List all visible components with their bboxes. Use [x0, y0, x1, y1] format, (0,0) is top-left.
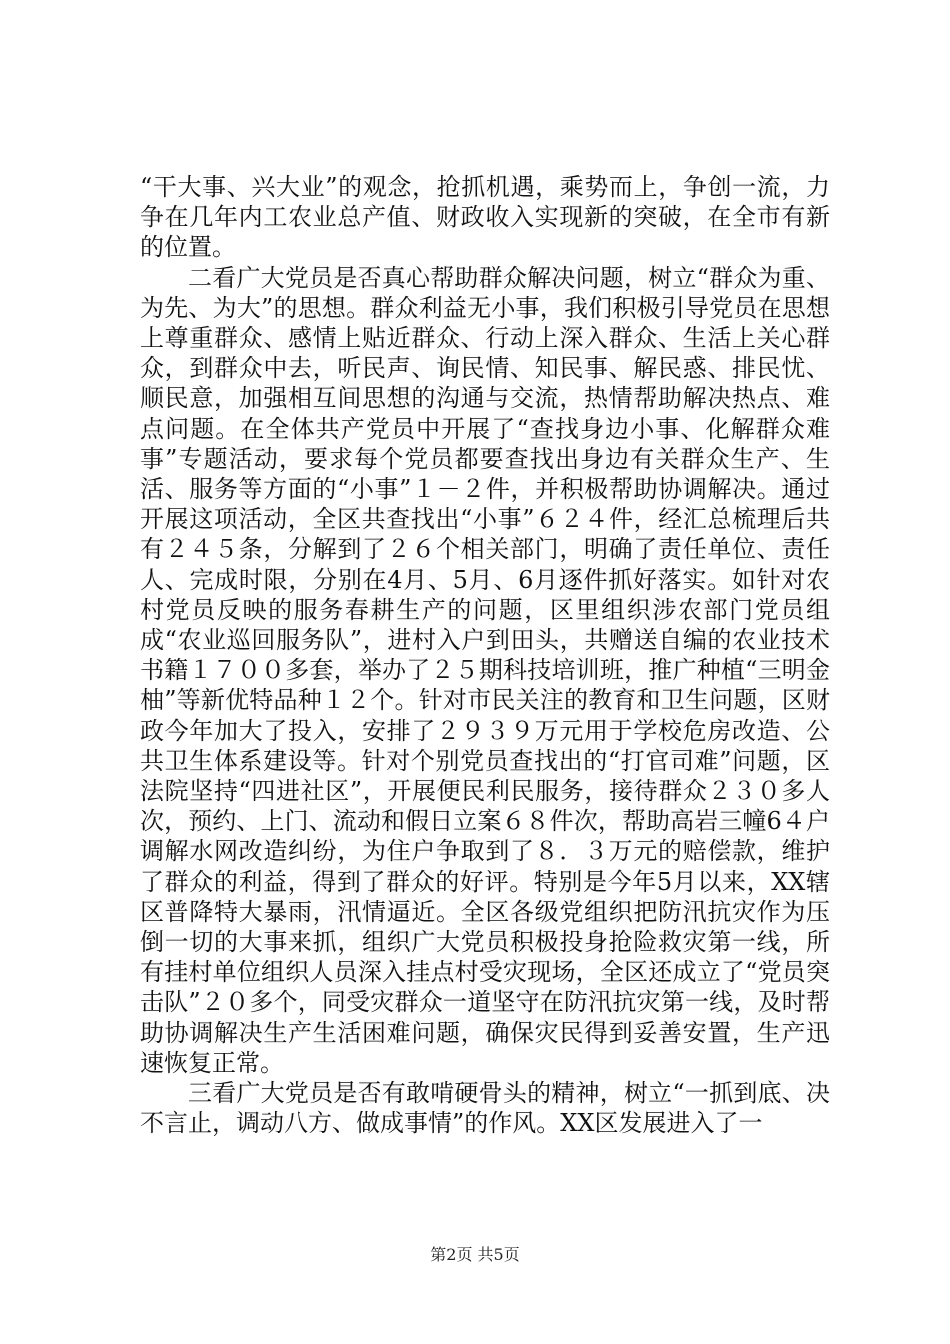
paragraph-3: 三看广大党员是否有敢啃硬骨头的精神，树立“一抓到底、决不言止，调动八方、做成事情”的作风。XX区发展进入了一	[140, 1079, 830, 1138]
document-body	[140, 172, 830, 1139]
page-number-footer: 第2页 共5页	[430, 1245, 520, 1264]
paragraph-1: “干大事、兴大业”的观念，抢抓机遇，乘势而上，争创一流，力争在几年内工农业总产值、财政收入实现新的突破，在全市有新的位置。	[140, 173, 830, 262]
paragraph-2: 二看广大党员是否真心帮助群众解决问题，树立“群众为重、为先、为大”的思想。群众利益无小事，我们积极引导党员在思想上尊重群众、感情上贴近群众、行动上深入群众、生活上关心群众，到群众中去，听民声、询民情、知民事、解民惑、排民忧、顺民意，加强相互间思想的沟通与交流，热情帮助解决热点、难点问题。在全体共产党员中开展了“查找身边小事、化解群众难事”专题活动，要求每个党员都要查找出身边有关群众生产、生活、服务等方面的“小事”１－２件，并积极帮助协调解决。通过开展这项活动，全区共查找出“小事”６２４件，经汇总梳理后共有２４５条，分解到了２６个相关部门，明确了责任单位、责任人、完成时限，分别在4月、5月、6月逐件抓好落实。如针对农村党员反映的服务春耕生产的问题，区里组织涉农部门党员组成“农业巡回服务队”，进村入户到田头，共赠送自编的农业技术书籍１７００多套，举办了２５期科技培训班，推广种植“三明金柚”等新优特品种１２个。针对市民关注的教育和卫生问题，区财政今年加大了投入，安排了２９３９万元用于学校危房改造、公共卫生体系建设等。针对个别党员查找出的“打官司难”问题，区法院坚持“四进社区”，开展便民利民服务，接待群众２３０多人次，预约、上门、流动和假日立案６８件次，帮助高岩三幢6４户调解水网改造纠纷，为住户争取到了８．３万元的赔偿款，维护了群众的利益，得到了群众的好评。特别是今年5月以来，XX辖区普降特大暴雨，汛情逼近。全区各级党组织把防汛抗灾作为压倒一切的大事来抓，组织广大党员积极投身抢险救灾第一线，所有挂村单位组织人员深入挂点村受灾现场，全区还成立了“党员突击队”２０多个，同受灾群众一道坚守在防汛抗灾第一线，及时帮助协调解决生产生活困难问题，确保灾民得到妥善安置，生产迅速恢复正常。	[140, 263, 830, 1077]
